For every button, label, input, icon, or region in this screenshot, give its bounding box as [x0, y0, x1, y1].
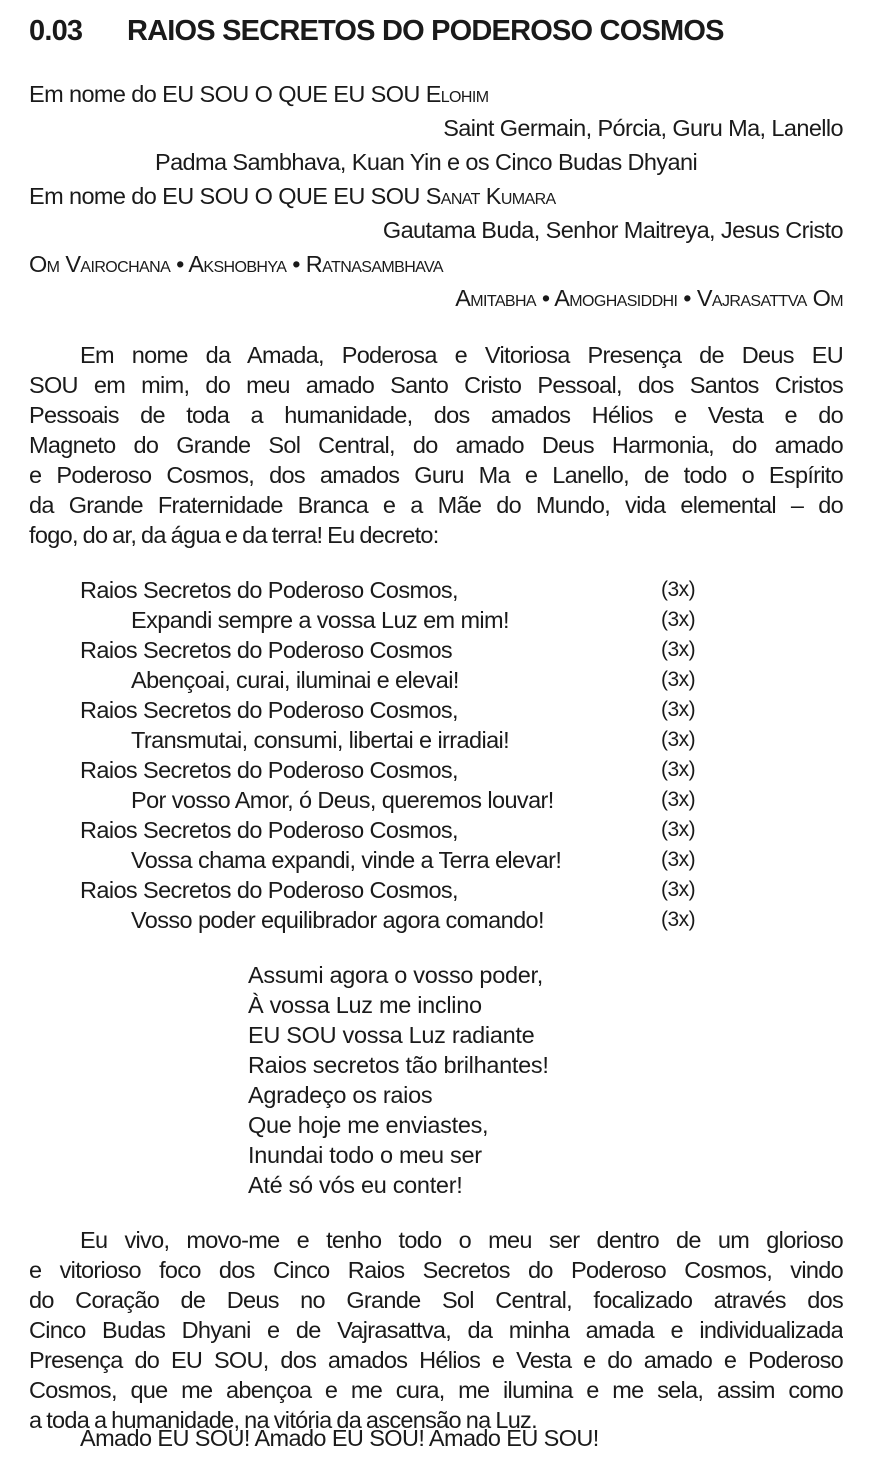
paragraph-line: da Grande Fraternidade Branca e a Mãe do Mundo, vida elemental – do — [29, 492, 843, 518]
repetition-count: (3x) — [661, 608, 696, 631]
repetition-count: (3x) — [661, 728, 696, 751]
paragraph-line: e vitorioso foco dos Cinco Raios Secretos do Poderoso Cosmos, vindo — [29, 1257, 843, 1283]
decree-text: Abençoai, curai, iluminai e elevai! — [131, 667, 459, 693]
paragraph-line: e Poderoso Cosmos, dos amados Guru Ma e Lanello, de todo o Espírito — [29, 462, 843, 488]
decree-line — [0, 605, 869, 635]
decree-title: RAIOS SECRETOS DO PODEROSO COSMOS — [127, 15, 724, 47]
decree-text: Por vosso Amor, ó Deus, queremos louvar! — [131, 787, 554, 813]
decree-text: Vosso poder equilibrador agora comando! — [131, 907, 544, 933]
decree-line — [0, 785, 869, 815]
decree-text: Transmutai, consumi, libertai e irradiai! — [131, 727, 510, 753]
paragraph-line: Em nome da Amada, Poderosa e Vitoriosa Presença de Deus EU — [80, 342, 843, 368]
preamble-paragraph — [29, 340, 843, 550]
closing-paragraph — [29, 1225, 843, 1435]
decree-line — [0, 635, 869, 665]
decree-text: Raios Secretos do Poderoso Cosmos, — [80, 817, 458, 843]
paragraph-line: Presença do EU SOU, dos amados Hélios e Vesta e do amado e Poderoso — [29, 1347, 843, 1373]
invocation-smallcaps: Sanat Kumara — [425, 183, 556, 209]
poem-block — [248, 960, 549, 1200]
invocation-line: Saint Germain, Pórcia, Guru Ma, Lanello — [443, 115, 843, 141]
decree-line — [0, 575, 869, 605]
invocation-line — [29, 79, 488, 109]
decree-text: Raios Secretos do Poderoso Cosmos, — [80, 577, 458, 603]
poem-line: EU SOU vossa Luz radiante — [248, 1022, 535, 1048]
paragraph-line: do Coração de Deus no Grande Sol Central, focalizado através dos — [29, 1287, 843, 1313]
poem-line: Inundai todo o meu ser — [248, 1142, 482, 1168]
decree-line — [0, 755, 869, 785]
decree-line — [0, 815, 869, 845]
poem-line: Que hoje me enviastes, — [248, 1112, 489, 1138]
invocation-line: Amitabha • Amoghasiddhi • Vajrasattva Om — [455, 285, 843, 311]
poem-line: Raios secretos tão brilhantes! — [248, 1052, 549, 1078]
decree-number: 0.03 — [29, 15, 83, 47]
decree-text: Expandi sempre a vossa Luz em mim! — [131, 607, 509, 633]
paragraph-line: Cinco Budas Dhyani e de Vajrasattva, da minha amada e individualizada — [29, 1317, 843, 1343]
decree-line — [0, 695, 869, 725]
repetition-count: (3x) — [661, 848, 696, 871]
repetition-count: (3x) — [661, 578, 696, 601]
poem-line: Até só vós eu conter! — [248, 1172, 463, 1198]
invocation-line — [29, 181, 556, 211]
poem-line: Agradeço os raios — [248, 1082, 433, 1108]
paragraph-line: fogo, do ar, da água e da terra! Eu decreto: — [29, 522, 439, 548]
decree-text: Raios Secretos do Poderoso Cosmos, — [80, 697, 458, 723]
invocation-line: Om Vairochana • Akshobhya • Ratnasambhava — [29, 251, 444, 277]
decree-line — [0, 725, 869, 755]
repetition-count: (3x) — [661, 668, 696, 691]
poem-line: À vossa Luz me inclino — [248, 992, 482, 1018]
repetition-count: (3x) — [661, 818, 696, 841]
decree-text: Vossa chama expandi, vinde a Terra elevar! — [131, 847, 562, 873]
repetition-count: (3x) — [661, 878, 696, 901]
decree-line — [0, 665, 869, 695]
paragraph-line: a toda a humanidade, na vitória da ascensão na Luz. — [29, 1407, 537, 1433]
invocation-text: Em nome do EU SOU O QUE EU SOU — [29, 183, 426, 209]
page-title — [29, 15, 724, 48]
repetition-count: (3x) — [661, 758, 696, 781]
decree-text: Raios Secretos do Poderoso Cosmos — [80, 637, 453, 663]
paragraph-line: Cosmos, que me abençoa e me cura, me ilumina e me sela, assim como — [29, 1377, 843, 1403]
invocation-smallcaps: Elohim — [425, 81, 489, 107]
paragraph-line: SOU em mim, do meu amado Santo Cristo Pessoal, dos Santos Cristos — [29, 372, 843, 398]
invocation-line: Padma Sambhava, Kuan Yin e os Cinco Budas Dhyani — [155, 149, 698, 175]
invocation-text: Em nome do EU SOU O QUE EU SOU — [29, 81, 426, 107]
decree-text: Raios Secretos do Poderoso Cosmos, — [80, 877, 458, 903]
paragraph-line: Eu vivo, movo-me e tenho todo o meu ser dentro de um glorioso — [80, 1227, 843, 1253]
poem-line: Assumi agora o vosso poder, — [248, 962, 543, 988]
decree-text: Raios Secretos do Poderoso Cosmos, — [80, 757, 458, 783]
decree-line — [0, 905, 869, 935]
repetition-count: (3x) — [661, 908, 696, 931]
repetition-count: (3x) — [661, 698, 696, 721]
decree-line — [0, 875, 869, 905]
paragraph-line: Pessoais de toda a humanidade, dos amados Hélios e Vesta e do — [29, 402, 843, 428]
repetition-count: (3x) — [661, 638, 696, 661]
invocation-line: Gautama Buda, Senhor Maitreya, Jesus Cristo — [382, 217, 843, 243]
repetition-count: (3x) — [661, 788, 696, 811]
decree-line — [0, 845, 869, 875]
paragraph-line: Magneto do Grande Sol Central, do amado Deus Harmonia, do amado — [29, 432, 843, 458]
final-affirmation: Amado EU SOU! Amado EU SOU! Amado EU SOU! — [80, 1425, 599, 1451]
